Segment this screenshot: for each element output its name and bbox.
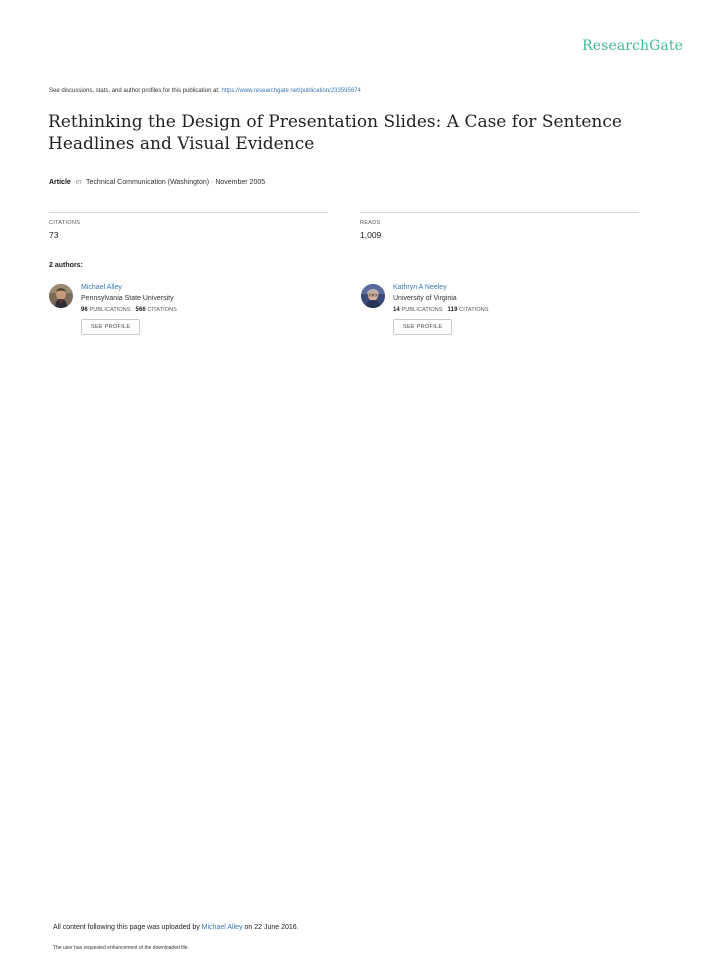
author-info [81,284,177,335]
publication-url-link[interactable]: https://www.researchgate.net/publication/233595674 [221,88,361,94]
author-counts [393,307,489,313]
discussion-line [49,88,361,94]
upload-suffix: on 22 June 2016. [244,924,299,931]
see-profile-button[interactable]: SEE PROFILE [81,319,140,335]
citations-count: 566 [135,307,146,313]
author-photo-icon [49,284,73,308]
reads-label: READS [360,220,381,226]
uploader-link[interactable]: Michael Alley [201,924,243,931]
see-profile-button[interactable]: SEE PROFILE [393,319,452,335]
avatar[interactable] [361,284,385,308]
reads-stat [360,212,639,240]
publication-meta [49,179,265,186]
publications-label: PUBLICATIONS [401,307,443,313]
discussion-text: See discussions, stats, and author profiles for this publication at: [49,88,220,94]
publication-title: Rethinking the Design of Presentation Slides: A Case for Sentence Headlines and Visual Evidence [48,112,622,154]
publications-count: 96 [81,307,88,313]
in-word: in [75,179,82,186]
citations-count: 119 [447,307,458,313]
author-institution: Pennsylvania State University [81,295,174,302]
avatar[interactable] [49,284,73,308]
citations-label: CITATIONS [49,220,81,226]
citations-value: 73 [49,230,59,240]
upload-prefix: All content following this page was uploaded by [53,924,200,931]
author-card [49,284,309,348]
author-info [393,284,489,335]
authors-heading: 2 authors: [49,262,83,269]
publication-type: Article [49,179,71,186]
upload-notice [53,924,299,931]
enhancement-note: The user has requested enhancement of the downloaded file. [53,945,189,951]
publications-label: PUBLICATIONS [89,307,131,313]
author-card [361,284,621,348]
author-photo-icon [361,284,385,308]
publications-count: 14 [393,307,400,313]
author-name-link[interactable]: Kathryn A Neeley [393,284,447,291]
citations-stat [49,212,328,240]
citations-label: CITATIONS [147,307,177,313]
researchgate-logo[interactable]: ResearchGate [582,38,683,54]
author-institution: University of Virginia [393,295,457,302]
journal-and-date: Technical Communication (Washington) · November 2005 [86,179,266,186]
author-counts [81,307,177,313]
citations-label: CITATIONS [459,307,489,313]
reads-value: 1,009 [360,230,382,240]
author-name-link[interactable]: Michael Alley [81,284,122,291]
